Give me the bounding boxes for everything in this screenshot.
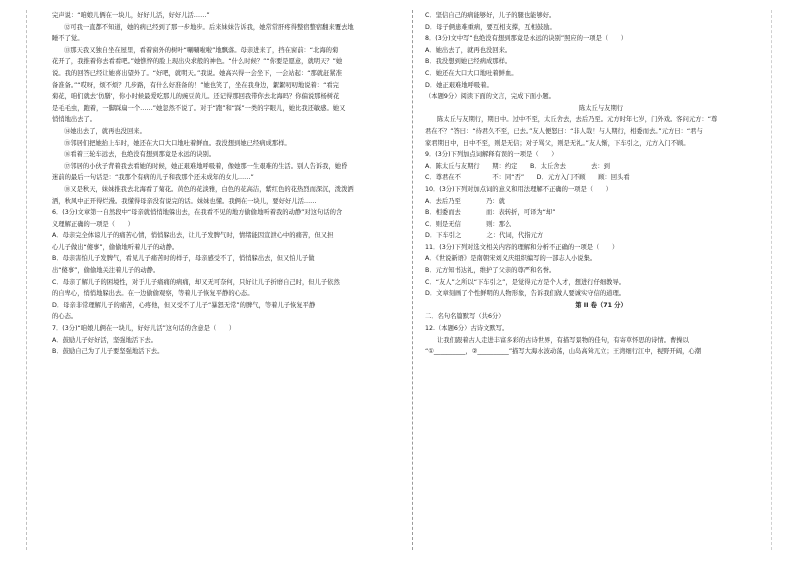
left-column-line: ⑭她出去了，就再也没回来。 xyxy=(64,127,146,135)
right-column-line: 家君期日中，日中不至，则是无信；对子骂父，则是无礼。”友人惭，下车引之，元方入门不顾。 xyxy=(425,139,690,147)
right-column-line: 陈太丘与友期行，期日中。过中不至，太丘舍去，去后乃至。元方时年七岁，门外戏。客问元方：“尊 xyxy=(437,116,718,124)
right-column-line: C．坚信自己的病能够好，儿子的腿也能够好。 xyxy=(425,12,556,19)
right-column-line: B．相委而去 而：表转折，可译为“却” xyxy=(425,209,556,217)
left-column-line: ⑯看着三轮车远去，也绝没有想到那竟是永远的诀别。 xyxy=(64,151,216,159)
left-column-line: 完声说：“咱娘儿俩在一块儿，好好儿活，好好儿活……” xyxy=(52,12,210,19)
left-column-line: ⑱又是秋天，妹妹推我去北海看了菊花。黄色的花淡雅，白色的花高洁，紫红色的花热烈而深沉，泼泼洒 xyxy=(64,185,354,193)
right-column-line: 11．(3分)下列对选文相关内容的理解和分析不正确的一项是（ ） xyxy=(425,243,619,251)
right-column-line: D．下车引之 之：代词，代指元方 xyxy=(425,232,544,240)
left-column-line: 迷前的最后一句话是：“我那个有病的儿子和我那个还未成年的女儿……” xyxy=(52,174,254,182)
left-column-line: B．鼓励自己为了儿子要坚强地活下去。 xyxy=(52,348,164,356)
right-column-line: C．尊君在不 不：同“否” D．元方入门不顾 顾：回头看 xyxy=(425,174,630,182)
right-column xyxy=(425,10,777,358)
left-column-line: 6．(3分)文章第一自然段中“母亲就悄悄地躲出去，在我看不见的地方偷偷地听着我的动静”对这句话的含 xyxy=(52,209,343,217)
left-column-line: ⑫可我一直都不知道，她的病已经到了那一步地步。后来妹妹告诉我，她常常肝疼得整宿整宿翻来覆去地 xyxy=(64,23,354,31)
left-column-line: ⑰邻居的小伙子背着我去看她的时候，她正艰难地呼吸着，像她那一生艰难的生活。别人告诉我，她昏 xyxy=(64,162,348,170)
left-column-line: 心儿子做出“傻事”，偷偷地听着儿子的动静。 xyxy=(52,243,179,251)
right-column-line: A．陈太丘与友期行 期：约定 B．太丘舍去 去：到 xyxy=(425,162,610,170)
right-column-line: （本题9分）阅读下面的文言，完成下面小题。 xyxy=(425,93,555,101)
right-column-line: A．《世说新语》是南朝宋刘义庆组织编写的一部志人小说集。 xyxy=(425,255,597,263)
right-column-line: 9．(3分)下列加点词解释有误的一项是（ ） xyxy=(425,151,558,159)
left-column-line: 备准备。”“哎呀，烦不烦？几步路，有什么好准备的！”她也笑了，坐在我身边，絮絮叨叨地说着：“看完 xyxy=(52,81,339,89)
right-column-line: 让我们跟着古人走进丰富多彩的古诗世界，有描写景物的佳句，有寄草怀思的诗情。曹操以 xyxy=(437,336,689,344)
left-column-line: 悄悄地出去了。 xyxy=(52,116,97,124)
right-column-line: D．她正艰难地呼吸着。 xyxy=(425,81,493,89)
right-column-line: C．她还在大口大口地吐着鲜血。 xyxy=(425,69,518,77)
left-column-line: A．母亲完全体谅儿子的痛苦心情，悄悄躲出去，让儿子发脾气时，情绪能因宣泄心中的痛苦，但又担 xyxy=(52,232,334,240)
right-column-line: 第 II 卷（71 分） xyxy=(575,301,627,309)
right-column-line: 12.（本题6分）古诗文默写。 xyxy=(425,325,509,333)
left-column-line: C．母亲了解儿子的困境性，对于儿子痛痛的病痛，却又无可奈何，只好让儿子折磨自己时，但儿子依然 xyxy=(52,278,340,286)
right-column-line: B．我没想到她已经病成那样。 xyxy=(425,58,512,66)
left-column-line: 是毛毛虫，跑着，一脚踩扁一个……”她忽然不说了。对于“跑”和“踩”一类的字眼儿，她比我还敏感。她又 xyxy=(52,104,346,112)
right-column-line: 10．(3分)下列对加点词的意义和用法理解不正确的一项是（ ） xyxy=(425,185,612,193)
left-column-line: ⑬那天我又独自坐在屋里，看着窗外的树叶“唰唰啦啦”地飘落。母亲进来了，挡在窗前：“北海的菊 xyxy=(64,46,339,54)
left-column-line: 出“傻事”，偷偷地关注着儿子的动静。 xyxy=(52,267,160,275)
column-divider xyxy=(412,10,413,550)
left-column-line: 洒，秋风中正开得烂漫。我懂得母亲没有说完的话。妹妹也懂。我俩在一块儿，要好好儿活…… xyxy=(52,197,317,205)
right-column-line: D．文章刻画了个性鲜明的人物形象，告诉我们做人要诚实守信的道理。 xyxy=(425,290,626,298)
left-column-line: D．母亲非常理解儿子的痛苦，心疼他，但又受不了儿子“暴怒无常”的脾气，等着儿子恢复平静 xyxy=(52,301,316,309)
left-binding-margin xyxy=(14,10,27,550)
left-column-line: 说。我的回答已经让她喜出望外了。“好吧，就明天。”我说。她高兴得一会坐下，一会站起：“那就赶紧准 xyxy=(52,69,342,77)
right-column-line: A．她出去了，就再也没回来。 xyxy=(425,46,512,54)
right-column-line: D．母子俩患难重病，要互相支撑，互相鼓励。 xyxy=(425,23,556,31)
left-column-line: B．母亲害怕儿子发脾气，看见儿子痛苦时的样子，母亲感受不了，悄悄躲出去，但又怕儿子做 xyxy=(52,255,315,263)
right-column-line: “①__________，②__________”描写大海水波动荡，山岛高耸兀立；王湾细行江中，视野开阔，心潮 xyxy=(425,348,701,356)
right-column-line: C．“友人”之所以“下车引之”，是觉得元方是个人才，想进行仔细教导。 xyxy=(425,278,626,286)
left-column-line: 7．(3分)“咱娘儿俩在一块儿，好好儿活”这句话的含意是（ ） xyxy=(52,325,236,333)
left-column-line: A．鼓励儿子好好活，坚强地活下去。 xyxy=(52,336,158,344)
left-column-line: 花开了，我推着你去看看吧。”她憔悴的脸上现出央求般的神色。“什么时候？”“你要是愿意，就明天？”她 xyxy=(52,58,343,66)
left-column-line: 的自卑心，悄悄地躲出去。在一边偷偷观察，等着儿子恢复平静的心态。 xyxy=(52,290,254,298)
right-column-line: B．元方知书达礼，维护了父亲的尊严和名誉。 xyxy=(425,267,556,275)
right-column-line: 二．名句名篇默写（共6分） xyxy=(425,313,505,321)
right-column-line: C．则是无信 则：那么 xyxy=(425,220,512,228)
right-column-line: 君在不？”答曰：“待君久不至，已去。”友人便怒曰：“非人哉！与人期行，相委而去。”元方曰：“君与 xyxy=(425,127,703,135)
left-column-line: 菊花，咱们就去‘仿膳’，你小时候最爱吃那儿的豌豆黄儿。还记得那回我带你去北海吗？你偏说那杨树花 xyxy=(52,93,340,101)
left-column-line: 的心态。 xyxy=(52,313,78,321)
right-column-line: 8．(3分)文中写“也绝没有想到那竟是永远的诀别”照应的一项是（ ） xyxy=(425,35,628,43)
right-column-line: A．去后乃至 乃：就 xyxy=(425,197,505,205)
left-column-line: ⑮邻居们把她抬上车时，她还在大口大口地吐着鲜血。我没想到她已经病成那样。 xyxy=(64,139,291,147)
left-column xyxy=(52,10,404,358)
right-column-line: 陈太丘与友期行 xyxy=(578,104,624,112)
left-column-line: 睡不了觉。 xyxy=(52,35,84,43)
left-column-line: 义理解正确的一项是（ ） xyxy=(52,220,134,228)
